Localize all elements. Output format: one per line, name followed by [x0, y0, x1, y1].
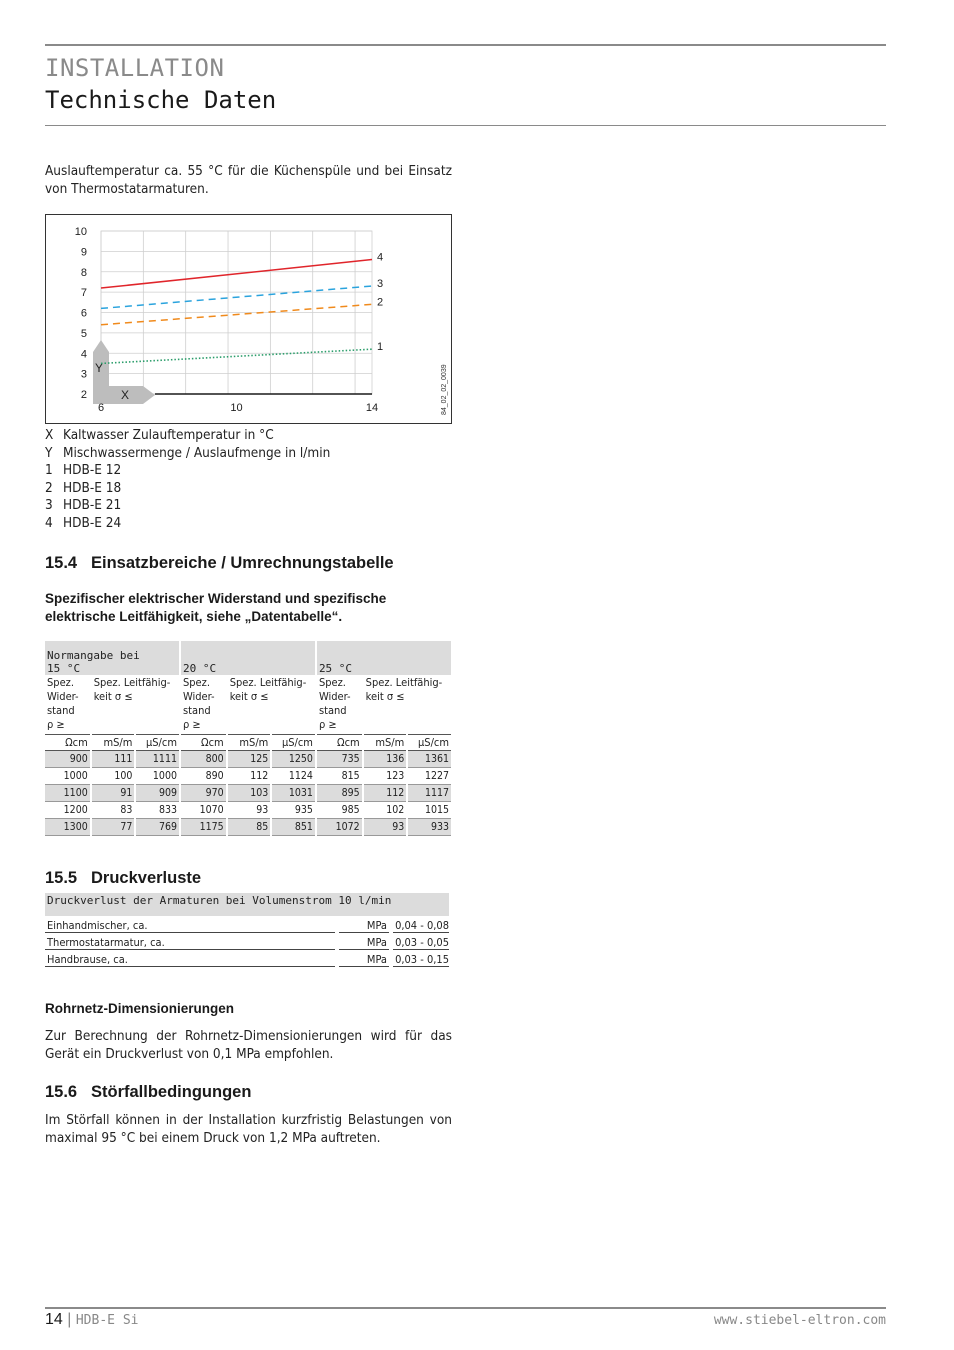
- y-tick-label: 6: [80, 307, 87, 320]
- resistance-label: Spez. Wider- stand ρ ≥: [182, 676, 215, 731]
- footer-rule: [45, 1307, 886, 1309]
- legend-item: 4 HDB-E 24: [45, 514, 122, 531]
- pipe-sizing-text: Zur Berechnung der Rohrnetz-Dimensionierungen wird für das Gerät ein Druckverlust von 0,1 MPa empfohlen.: [45, 1028, 452, 1062]
- x-tick-label: 6: [97, 402, 105, 414]
- conductivity-label: Spez. Leitfähig- keit σ ≤: [229, 676, 307, 703]
- legend-item: Y Mischwassermenge / Auslaufmenge in l/min: [45, 444, 331, 461]
- header-bottom-rule: [45, 125, 886, 126]
- y-tick-label: 3: [80, 368, 87, 381]
- section-label: INSTALLATION: [45, 54, 225, 82]
- legend-item: X Kaltwasser Zulauftemperatur in °C: [45, 427, 274, 443]
- page-title: Technische Daten: [45, 86, 277, 114]
- pipe-sizing-title: Rohrnetz-Dimensionierungen: [45, 1001, 235, 1016]
- legend-item: 1 HDB-E 12: [45, 462, 122, 478]
- series-label-3: 3: [377, 278, 384, 291]
- figure-code: 84_02_02_0039: [441, 364, 448, 415]
- y-tick-label: 7: [80, 287, 87, 300]
- table-row: Einhandmischer, ca. MPa 0,04 - 0,08: [47, 919, 449, 932]
- conversion-subtitle: Spezifischer elektrischer Widerstand und spezifische elektrische Leitfähigkeit, siehe „Datentabelle“.: [45, 591, 387, 624]
- temp-header-25: 25 °C: [317, 641, 451, 675]
- pressure-loss-header: Druckverlust der Armaturen bei Volumenstrom 10 l/min: [45, 893, 449, 916]
- table-row: Thermostatarmatur, ca. MPa 0,03 - 0,05: [47, 936, 449, 949]
- pressure-loss-table: [45, 893, 449, 967]
- y-axis-marker: Y: [95, 361, 104, 375]
- temp-header-20: 20 °C: [181, 641, 315, 675]
- intro-paragraph: Auslauftemperatur ca. 55 °C für die Küchenspüle und bei Einsatz von Thermostatarmaturen.: [45, 163, 452, 197]
- footer-model: HDB-E Si: [75, 1313, 139, 1328]
- footer-page: [45, 1311, 138, 1329]
- header-top-rule: [45, 44, 886, 46]
- conductivity-label: Spez. Leitfähig- keit σ ≤: [93, 676, 171, 703]
- temp-header-15: Normangabe bei 15 °C: [45, 641, 179, 675]
- x-tick-label: 14: [365, 402, 379, 414]
- chart-frame: [45, 214, 452, 424]
- section-heading-15-6: 15.6 Störfallbedingungen: [45, 1083, 252, 1101]
- page-number: 14: [45, 1311, 63, 1328]
- table-row: 900 111 1111 800 125 1250 735 136 1361: [45, 751, 451, 768]
- fault-conditions-text: Im Störfall können in der Installation kurzfristig Belastungen von maximal 95 °C bei einem Druck von 1,2 MPa auftreten.: [45, 1112, 452, 1146]
- resistance-label: Spez. Wider- stand ρ ≥: [47, 676, 79, 731]
- section-heading-15-4: 15.4 Einsatzbereiche / Umrechnungstabelle: [45, 554, 394, 572]
- y-tick-label: 2: [80, 389, 87, 401]
- footer-separator: |: [67, 1311, 72, 1328]
- y-tick-label: 8: [80, 266, 87, 279]
- resistance-label: Spez. Wider- stand ρ ≥: [318, 676, 351, 731]
- table-row: 1200 83 833 1070 93 935 985 102 1015: [45, 802, 451, 819]
- footer-url[interactable]: www.stiebel-eltron.com: [713, 1313, 886, 1328]
- section-heading-15-5: 15.5 Druckverluste: [45, 869, 202, 887]
- conductivity-label: Spez. Leitfähig- keit σ ≤: [365, 676, 443, 703]
- series-label-4: 4: [377, 251, 384, 264]
- table-row: 1000 100 1000 890 112 1124 815 123 1227: [45, 768, 451, 785]
- x-tick-label: 10: [230, 402, 243, 414]
- legend-item: 3 HDB-E 21: [45, 497, 122, 513]
- table-row: 1300 77 769 1175 85 851 1072 93 933: [45, 819, 451, 836]
- table-row: Handbrause, ca. MPa 0,03 - 0,15: [47, 953, 449, 966]
- table-row: 1100 91 909 970 103 1031 895 112 1117: [45, 785, 451, 802]
- y-tick-label: 4: [80, 348, 87, 361]
- x-axis-marker: X: [121, 388, 130, 402]
- legend-item: 2 HDB-E 18: [45, 479, 122, 496]
- y-tick-label: 5: [80, 327, 87, 340]
- unit-row: Ωcm mS/m μS/cm Ωcm mS/m μS/cm Ωcm mS/m μS/cm: [45, 734, 451, 751]
- chart-legend: [45, 427, 330, 532]
- conversion-table: [43, 641, 453, 836]
- mixed-water-chart: [46, 215, 451, 423]
- series-label-2: 2: [377, 296, 384, 309]
- y-tick-label: 9: [80, 246, 87, 259]
- y-tick-label: 10: [74, 226, 87, 238]
- series-label-1: 1: [377, 341, 384, 354]
